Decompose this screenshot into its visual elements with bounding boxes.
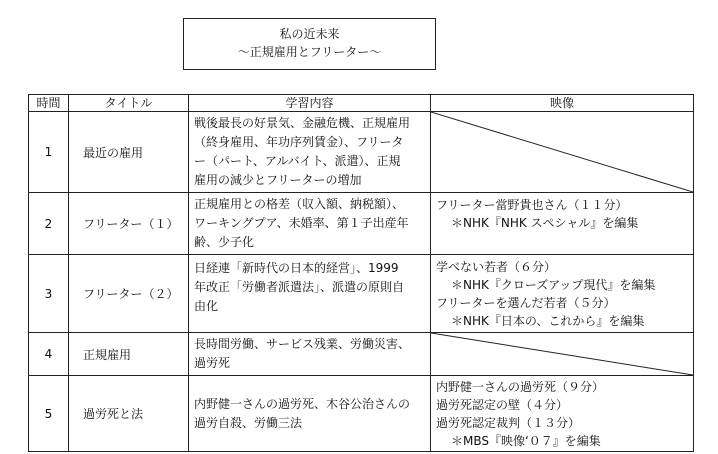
diagonal-slash	[431, 333, 693, 375]
row-content	[189, 193, 431, 255]
header-period: 時間	[29, 95, 69, 112]
row-content	[189, 376, 431, 452]
row-period: 3	[29, 255, 69, 333]
row-content	[189, 255, 431, 333]
row-period: 4	[29, 333, 69, 376]
video-line: ＊MBS『映像‘０７』を編集	[451, 433, 601, 448]
video-line: ＊NHK『日本の、これから』を編集	[451, 313, 645, 328]
row-title: 正規雇用	[69, 333, 189, 376]
video-line: フリーター當野貴也さん（１１分）	[436, 198, 628, 212]
curriculum-table	[28, 94, 694, 452]
video-line: フリーターを選んだ若者（５分）	[436, 295, 616, 310]
row-title: 最近の雇用	[69, 112, 189, 193]
title-line-1: 私の近未来	[279, 27, 340, 41]
content-line: 由化	[194, 299, 219, 313]
title-line-2: ～正規雇用とフリーター～	[237, 45, 382, 59]
content-line: 正規雇用との格差（収入額、納税額）、	[194, 197, 405, 211]
table-row	[29, 193, 694, 255]
content-line: 日経連「新時代の日本的経営」、1999	[194, 261, 399, 275]
content-line: ワーキングプア、未婚率、第１子出産年	[194, 216, 409, 230]
content-line: （終身雇用、年功序列賃金）、フリータ	[194, 135, 404, 149]
empty-video-cell	[431, 112, 694, 193]
content-line: 過労死	[194, 356, 231, 370]
content-line: 内野健一さんの過労死、木谷公治さんの	[194, 396, 411, 411]
header-title: タイトル	[69, 95, 189, 112]
content-line: 雇用の減少とフリーターの増加	[194, 173, 362, 187]
row-video	[431, 376, 694, 452]
header-video: 映像	[431, 95, 694, 112]
row-video	[431, 193, 694, 255]
row-title: 過労死と法	[69, 376, 189, 452]
table-row	[29, 333, 694, 376]
video-line: 過労死認定裁判（１３分）	[436, 415, 581, 430]
row-period: 1	[29, 112, 69, 193]
content-line: 齢、少子化	[194, 235, 255, 249]
content-line: ー（パート、アルバイト、派遣）、正規	[194, 154, 401, 168]
diagonal-slash	[431, 112, 693, 192]
empty-video-cell	[431, 333, 694, 376]
video-line: ＊NHK『NHK スペシャル』を編集	[451, 216, 639, 230]
content-line: 戦後最長の好景気、金融危機、正規雇用	[194, 116, 411, 130]
content-line: 年改正「労働者派遣法」、派遣の原則自	[194, 280, 405, 294]
row-period: 5	[29, 376, 69, 452]
video-line: 内野健一さんの過労死（９分）	[436, 379, 605, 394]
row-title: フリーター（１）	[69, 193, 189, 255]
video-line: 学べない若者（６分）	[436, 259, 557, 274]
table-row	[29, 255, 694, 333]
video-line: 過労死認定の壁（４分）	[436, 397, 569, 412]
row-content	[189, 112, 431, 193]
header-content: 学習内容	[189, 95, 431, 112]
table-header-row	[29, 95, 694, 112]
content-line: 長時間労働、サービス残業、労働災害、	[194, 337, 411, 351]
row-period: 2	[29, 193, 69, 255]
content-line: 過労自殺、労働三法	[194, 415, 303, 430]
table-row	[29, 112, 694, 193]
table-row	[29, 376, 694, 452]
row-content	[189, 333, 431, 376]
document-title-box	[183, 18, 436, 70]
row-title: フリーター（２）	[69, 255, 189, 333]
row-video	[431, 255, 694, 333]
video-line: ＊NHK『クローズアップ現代』を編集	[451, 277, 656, 292]
